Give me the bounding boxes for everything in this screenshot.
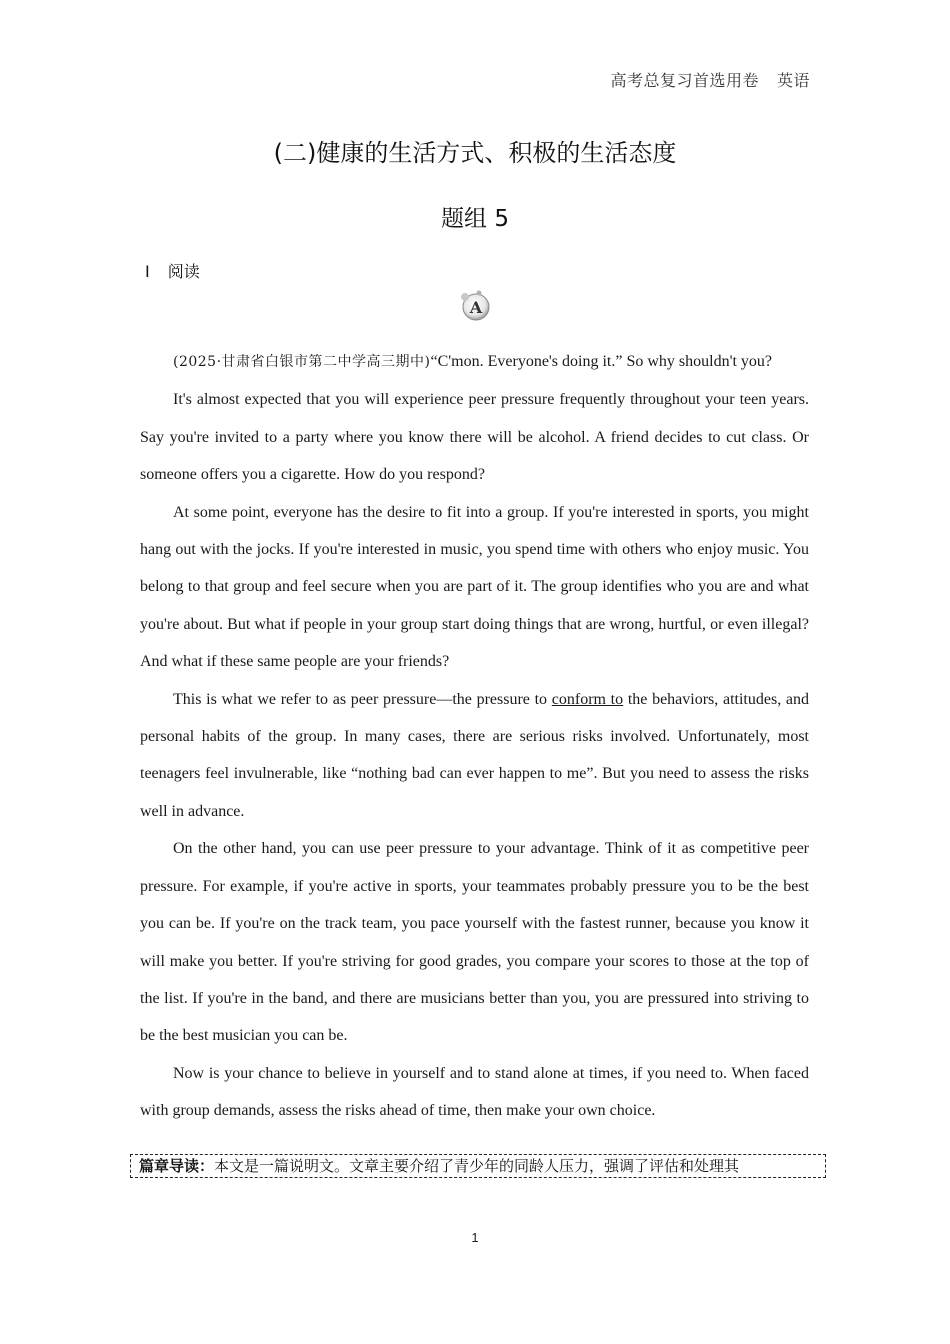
chapter-guide-box: [130, 1154, 826, 1178]
badge-letter: A: [469, 298, 483, 317]
p4-before: This is what we refer to as peer pressure—the pressure to: [173, 690, 552, 708]
passage-paragraph-6: Now is your chance to believe in yourself and to stand alone at times, if you need to. When faced with group demands, assess the risks ahead of time, then make your own choice.: [140, 1064, 809, 1120]
page-header: [610, 68, 810, 91]
page-subtitle: 题组 5: [441, 206, 509, 232]
header-book-title: 高考总复习首选用卷: [610, 71, 759, 90]
passage-source: (2025·甘肃省白银市第二中学高三期中): [173, 354, 431, 370]
p4-after: the behaviors, attitudes, and personal habits of the group. In many cases, there are serious risks involved. Unfortunately, most teenagers feel invulnerable, like “nothing bad can ever happen to me”. But you need to assess the risks well in advance.: [140, 690, 810, 820]
underlined-phrase: conform to: [551, 690, 624, 708]
section-heading: [145, 259, 200, 282]
passage-paragraph-3: At some point, everyone has the desire to fit into a group. If you're interested in sports, you might hang out with the jocks. If you're interested in music, you spend time with others who enjoy music. You belong to that group and feel secure when you are part of it. The group identifies who you are and what you're about. But what if people in your group start doing things that are wrong, hurtful, or even illegal? And what if these same people are your friends?: [140, 503, 809, 671]
page-number: 1: [471, 1230, 479, 1245]
page-title: (二)健康的生活方式、积极的生活态度: [273, 139, 677, 167]
passage-a-badge: [460, 290, 492, 322]
passage-paragraph-2: It's almost expected that you will experience peer pressure frequently throughout your teen years. Say you're invited to a party where you know there will be alcohol. A friend decides to cut class. Or someone offers you a cigarette. How do you respond?: [140, 391, 809, 484]
badge-icon: [460, 290, 492, 322]
passage-p1-text: “C'mon. Everyone's doing it.” So why shouldn't you?: [430, 353, 773, 370]
passage-paragraph-1: [140, 343, 809, 381]
guide-text: 本文是一篇说明文。文章主要介绍了青少年的同龄人压力，强调了评估和处理其: [214, 1157, 740, 1175]
reading-passage: [140, 343, 809, 1130]
header-subject: 英语: [776, 71, 810, 90]
passage-paragraph-5: On the other hand, you can use peer pressure to your advantage. Think of it as competitive peer pressure. For example, if you're active in sports, your teammates probably pressure you to be the best you can be. If you're on the track team, you pace yourself with the fastest runner, because you know it will make you better. If you're striving for good grades, you compare your scores to those at the top of the list. If you're in the band, and there are musicians better than you, you are pressured into striving to be the best musician you can be.: [140, 840, 809, 1045]
section-title: 阅读: [167, 262, 200, 281]
passage-paragraph-4: [140, 681, 809, 831]
guide-label: 篇章导读：: [139, 1157, 215, 1175]
section-number: Ⅰ: [145, 262, 150, 281]
